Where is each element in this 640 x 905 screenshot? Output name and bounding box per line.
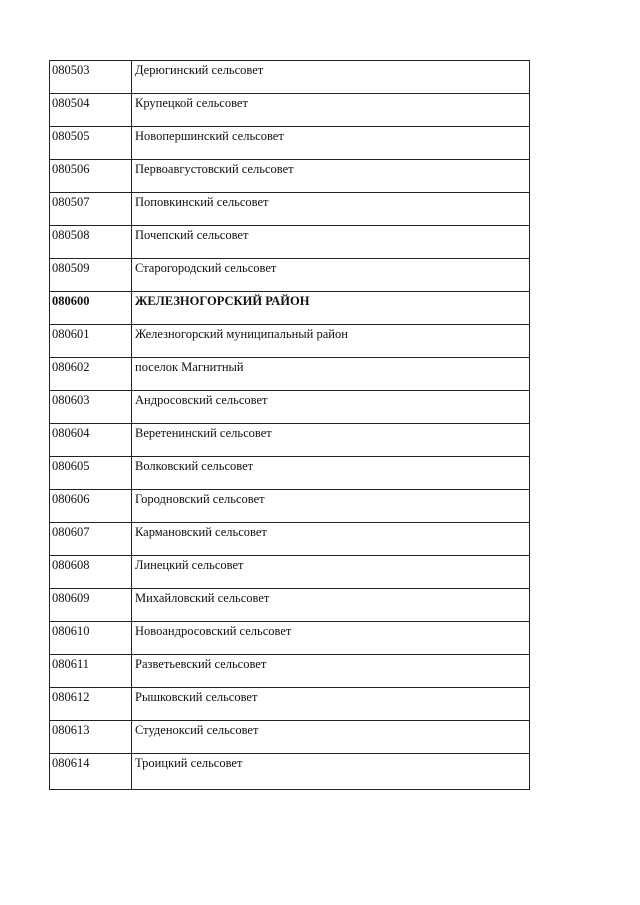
name-cell: Андросовский сельсовет [132,391,530,424]
registry-table-body [50,61,530,790]
name-cell: Волковский сельсовет [132,457,530,490]
name-cell: Веретенинский сельсовет [132,424,530,457]
table-row [50,424,530,457]
name-cell: Крупецкой сельсовет [132,94,530,127]
name-cell: Железногорский муниципальный район [132,325,530,358]
code-cell: 080605 [50,457,132,490]
table-row [50,94,530,127]
code-cell: 080609 [50,589,132,622]
name-cell: Новоандросовский сельсовет [132,622,530,655]
table-row [50,721,530,754]
code-cell: 080612 [50,688,132,721]
name-cell: Поповкинский сельсовет [132,193,530,226]
table-row [50,754,530,790]
table-row [50,457,530,490]
name-cell: Студеноксий сельсовет [132,721,530,754]
code-cell: 080610 [50,622,132,655]
code-cell: 080614 [50,754,132,790]
name-cell: Первоавгустовский сельсовет [132,160,530,193]
table-row [50,226,530,259]
table-row [50,589,530,622]
code-cell: 080506 [50,160,132,193]
name-cell: Почепский сельсовет [132,226,530,259]
table-row [50,391,530,424]
table-row [50,193,530,226]
name-cell: Старогородский сельсовет [132,259,530,292]
table-row [50,61,530,94]
code-cell: 080613 [50,721,132,754]
code-cell: 080603 [50,391,132,424]
table-row [50,490,530,523]
name-cell: Новопершинский сельсовет [132,127,530,160]
table-row [50,127,530,160]
code-cell: 080607 [50,523,132,556]
code-cell: 080509 [50,259,132,292]
table-row [50,622,530,655]
table-row [50,655,530,688]
name-cell: Дерюгинский сельсовет [132,61,530,94]
name-cell: ЖЕЛЕЗНОГОРСКИЙ РАЙОН [132,292,530,325]
name-cell: Кармановский сельсовет [132,523,530,556]
code-cell: 080507 [50,193,132,226]
table-row [50,556,530,589]
code-cell: 080602 [50,358,132,391]
code-cell: 080508 [50,226,132,259]
table-row [50,259,530,292]
code-cell: 080611 [50,655,132,688]
table-row [50,292,530,325]
code-cell: 080505 [50,127,132,160]
code-cell: 080608 [50,556,132,589]
table-row [50,325,530,358]
table-row [50,358,530,391]
name-cell: Городновский сельсовет [132,490,530,523]
name-cell: Рышковский сельсовет [132,688,530,721]
table-row [50,688,530,721]
code-cell: 080604 [50,424,132,457]
name-cell: Разветьевский сельсовет [132,655,530,688]
code-cell: 080504 [50,94,132,127]
name-cell: Троицкий сельсовет [132,754,530,790]
table-row [50,160,530,193]
name-cell: Михайловский сельсовет [132,589,530,622]
name-cell: Линецкий сельсовет [132,556,530,589]
code-cell: 080601 [50,325,132,358]
name-cell: поселок Магнитный [132,358,530,391]
code-cell: 080606 [50,490,132,523]
registry-table [49,60,530,790]
table-row [50,523,530,556]
code-cell: 080503 [50,61,132,94]
code-cell: 080600 [50,292,132,325]
